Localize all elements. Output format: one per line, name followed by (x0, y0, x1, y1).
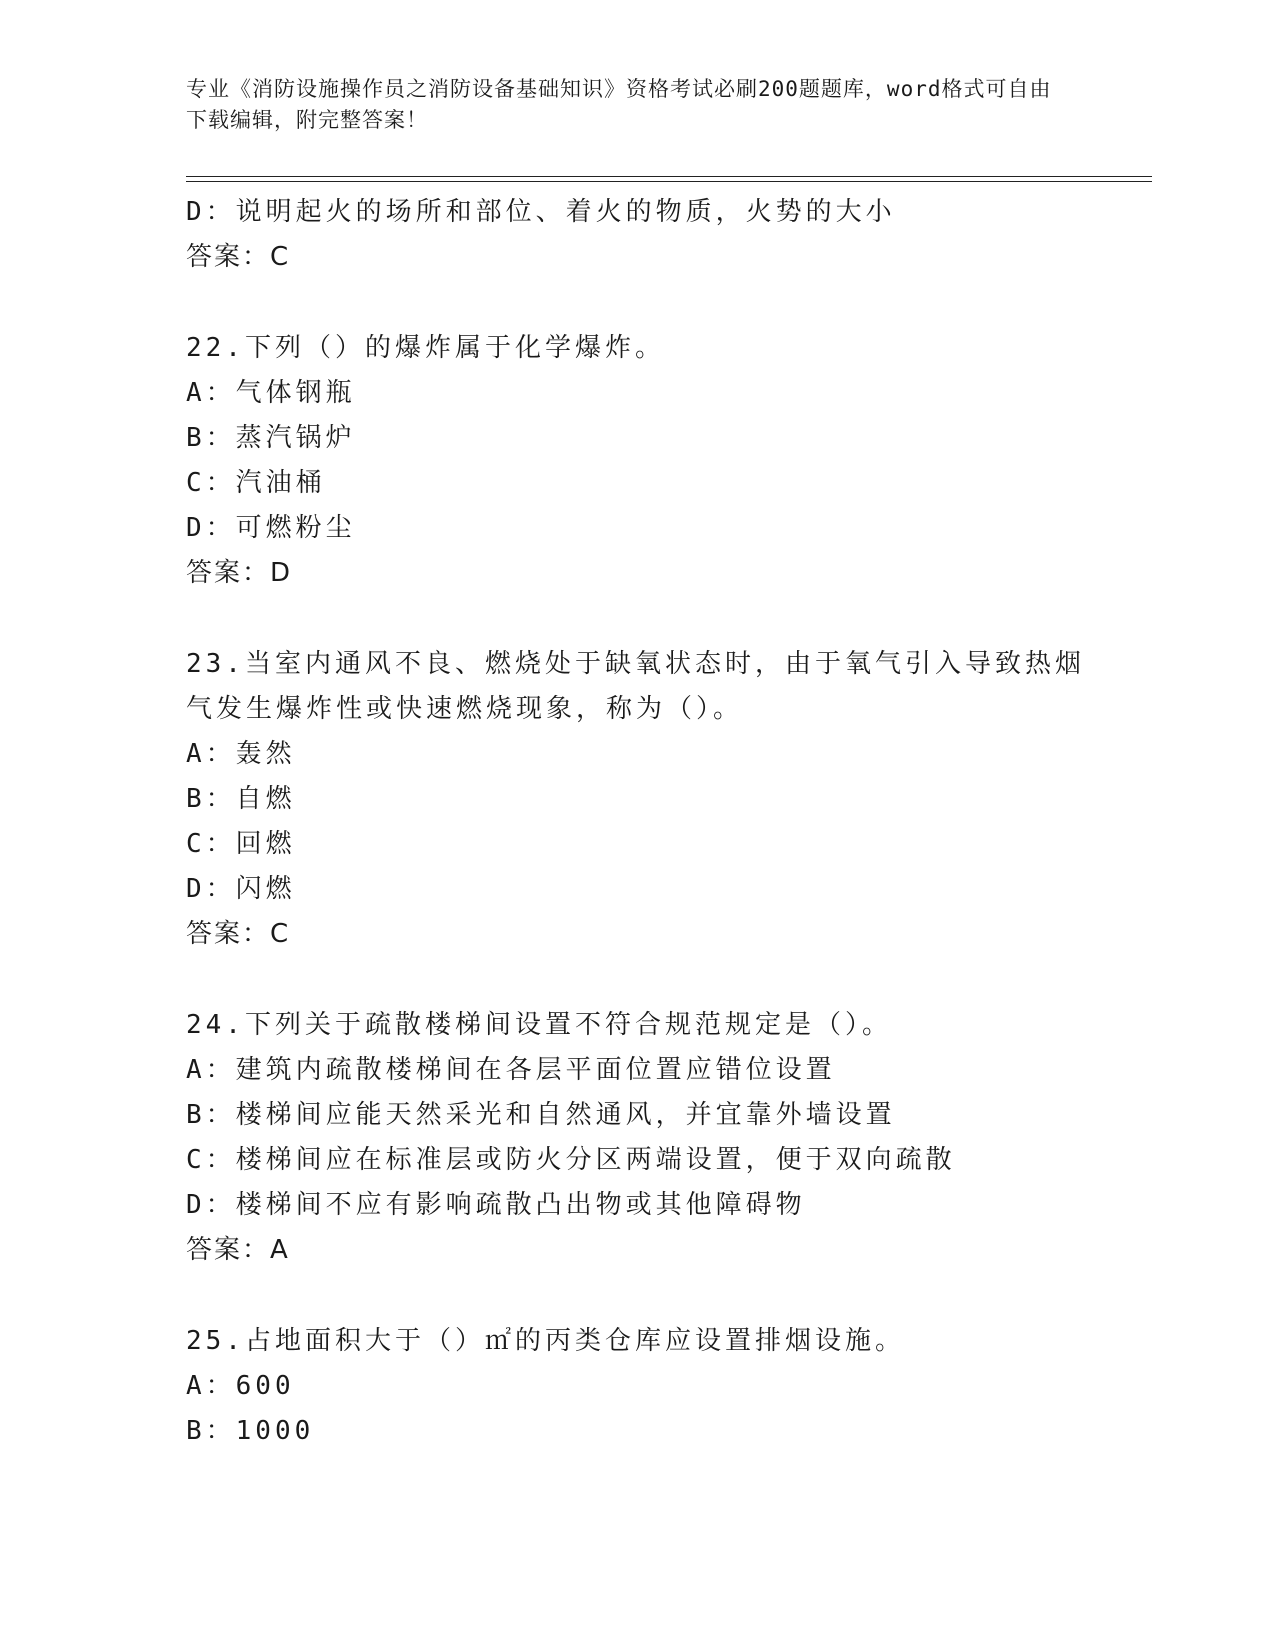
option-d: D：闪燃 (186, 874, 296, 904)
option-d: D：可燃粉尘 (186, 513, 356, 543)
question-25 (186, 1319, 1086, 1454)
question-stem: 23.当室内通风不良、燃烧处于缺氧状态时，由于氧气引入导致热烟气发生爆炸性或快速燃烧现象，称为（）。 (186, 649, 1085, 724)
question-23 (186, 642, 1086, 957)
option-c: C：汽油桶 (186, 468, 326, 498)
option-a: A：气体钢瓶 (186, 378, 356, 408)
previous-question (186, 190, 1086, 280)
answer: 答案：D (186, 558, 293, 588)
option-b: B：蒸汽锅炉 (186, 423, 356, 453)
option-b: B：自燃 (186, 784, 296, 814)
question-stem: 24.下列关于疏散楼梯间设置不符合规范规定是（）。 (186, 1010, 892, 1040)
option-b: B：楼梯间应能天然采光和自然通风，并宜靠外墙设置 (186, 1100, 896, 1130)
question-22 (186, 326, 1086, 596)
option-c: C：楼梯间应在标准层或防火分区两端设置，便于双向疏散 (186, 1145, 956, 1175)
header-rule-bottom (186, 181, 1152, 182)
question-stem: 22.下列（）的爆炸属于化学爆炸。 (186, 333, 665, 363)
answer: 答案：C (186, 919, 291, 949)
option-d: D：楼梯间不应有影响疏散凸出物或其他障碍物 (186, 1190, 806, 1220)
option-c: C：回燃 (186, 829, 296, 859)
answer: 答案：C (186, 242, 291, 272)
question-list (186, 190, 1086, 1454)
answer: 答案：A (186, 1235, 290, 1265)
question-24 (186, 1003, 1086, 1273)
option-a: A：600 (186, 1371, 295, 1401)
document-header: 专业《消防设施操作员之消防设备基础知识》资格考试必刷200题题库，word格式可自由下载编辑，附完整答案！ (186, 77, 1052, 132)
question-stem: 25.占地面积大于（）㎡的丙类仓库应设置排烟设施。 (186, 1326, 905, 1356)
option-b: B：1000 (186, 1416, 315, 1446)
option-a: A：建筑内疏散楼梯间在各层平面位置应错位设置 (186, 1055, 836, 1085)
option-a: A：轰然 (186, 739, 296, 769)
header-rule-top (186, 176, 1152, 177)
option-d: D：说明起火的场所和部位、着火的物质，火势的大小 (186, 197, 896, 227)
